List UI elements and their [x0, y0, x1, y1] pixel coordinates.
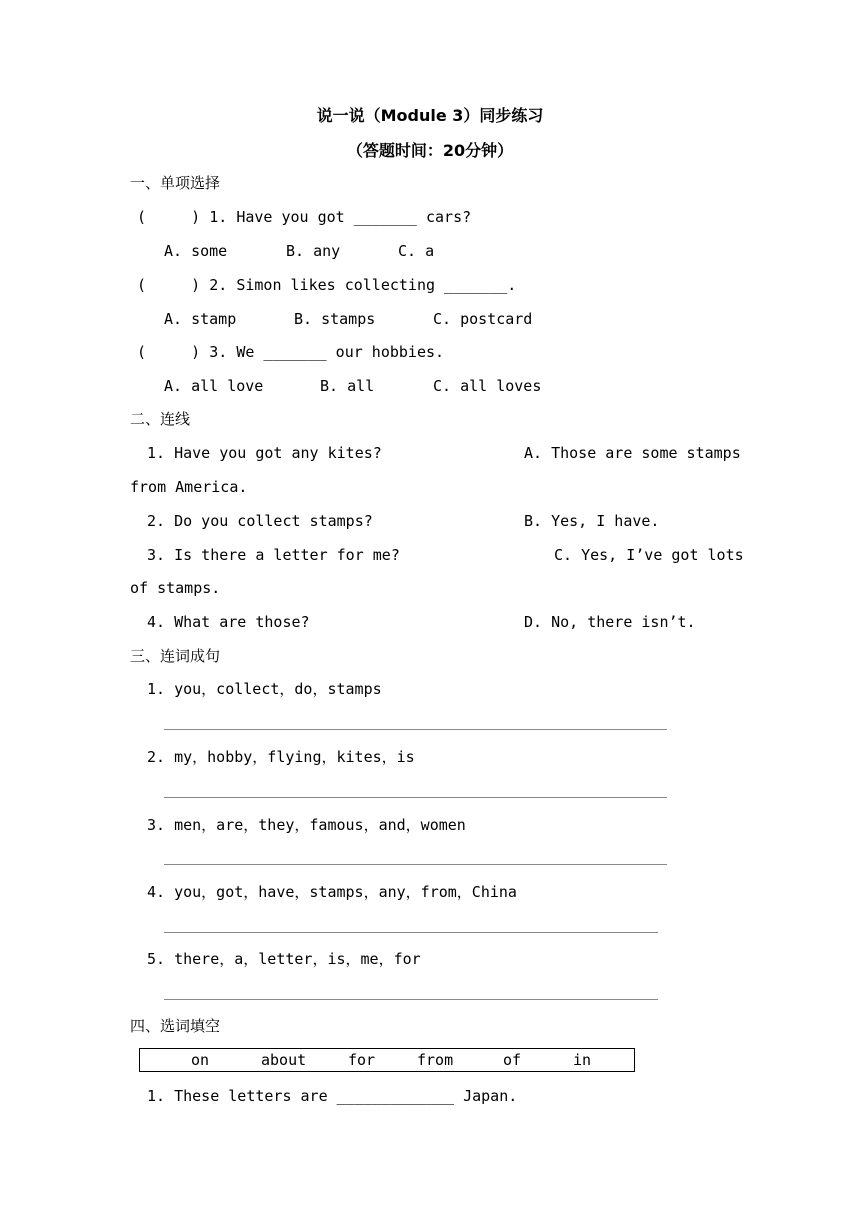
match-right: D. No, there isn’t. [524, 613, 696, 631]
section-heading: 三、连词成句 [130, 647, 221, 665]
question-stem: ( ) 3. We _______ our hobbies. [137, 343, 445, 361]
match-right: A. Those are some stamps [524, 444, 741, 462]
option: B. stamps [294, 310, 376, 328]
sentence-item: 1. you，collect，do，stamps [147, 680, 382, 698]
match-left: 4. What are those? [147, 613, 310, 631]
section-heading: 一、单项选择 [130, 174, 221, 192]
word-bank-box [139, 1048, 635, 1072]
word-bank-word: on [191, 1051, 210, 1069]
word-bank-word: from [417, 1051, 454, 1069]
match-left: 1. Have you got any kites? [147, 444, 382, 462]
section-heading: 四、选词填空 [130, 1017, 221, 1035]
word-bank-word: about [261, 1051, 307, 1069]
answer-line[interactable] [164, 864, 667, 865]
word-bank-word: for [348, 1051, 376, 1069]
match-right-continued: of stamps. [130, 579, 221, 597]
answer-line[interactable] [164, 729, 667, 730]
sentence-item: 3. men，are，they，famous，and，women [147, 816, 466, 834]
match-right: B. Yes, I have. [524, 512, 660, 530]
page-title: 说一说（Module 3）同步练习 [316, 106, 544, 125]
option: A. stamp [164, 310, 237, 328]
option: C. a [398, 242, 435, 260]
answer-line[interactable] [164, 999, 658, 1000]
option: B. any [286, 242, 341, 260]
sentence-item: 4. you，got，have，stamps，any，from，China [147, 883, 517, 901]
match-right: C. Yes, I’ve got lots [554, 546, 744, 564]
match-left: 2. Do you collect stamps? [147, 512, 373, 530]
option: C. all loves [433, 377, 542, 395]
match-left: 3. Is there a letter for me? [147, 546, 400, 564]
page-subtitle: （答题时间：20分钟） [346, 141, 514, 160]
option: B. all [320, 377, 375, 395]
section-heading: 二、连线 [130, 410, 191, 428]
sentence-item: 5. there，a，letter，is，me，for [147, 950, 421, 968]
word-bank-word: of [503, 1051, 522, 1069]
answer-line[interactable] [164, 932, 658, 933]
match-right-continued: from America. [130, 478, 248, 496]
sentence-item: 2. my，hobby，flying，kites，is [147, 748, 415, 766]
option: A. all love [164, 377, 264, 395]
question-stem: ( ) 1. Have you got _______ cars? [137, 208, 472, 226]
answer-line[interactable] [164, 797, 667, 798]
option: C. postcard [433, 310, 533, 328]
option: A. some [164, 242, 228, 260]
fill-question: 1. These letters are _____________ Japan. [147, 1087, 518, 1105]
word-bank-word: in [573, 1051, 592, 1069]
question-stem: ( ) 2. Simon likes collecting _______. [137, 276, 517, 294]
